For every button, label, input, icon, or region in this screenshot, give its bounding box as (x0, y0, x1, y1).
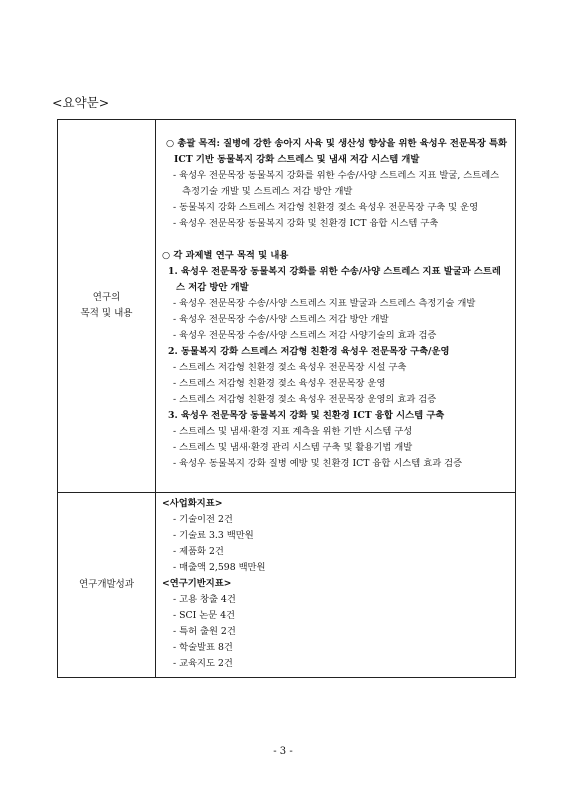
page-number: - 3 - (273, 746, 293, 757)
row-label-purpose (58, 120, 156, 493)
task-title: 1. 육성우 전문목장 동물복지 강화를 위한 수송/사양 스트레스 지표 발굴과 스트레스 저감 방안 개발 (168, 266, 501, 293)
results-content (156, 493, 516, 678)
list-item: - 육성우 전문목장 수송/사양 스트레스 지표 발굴과 스트레스 측정기술 개발 (173, 298, 476, 309)
list-item: - 기술료 3.3 백만원 (173, 530, 254, 541)
list-item: - 특허 출원 2건 (173, 626, 236, 637)
summary-table (57, 119, 516, 678)
section-title: <요약문> (52, 95, 110, 110)
list-item: - 기술이전 2건 (173, 514, 233, 525)
list-item: - 제품화 2건 (173, 546, 224, 557)
list-item: - 육성우 전문목장 수송/사양 스트레스 저감 방안 개발 (173, 314, 389, 325)
list-item: - 고용 창출 4건 (173, 594, 236, 605)
list-item: - 동물복지 강화 스트레스 저감형 친환경 젖소 육성우 전문목장 구축 및 운영 (173, 202, 479, 213)
tasks-heading: ○ 각 과제별 연구 목적 및 내용 (162, 250, 289, 261)
list-item: - 육성우 전문목장 동물복지 강화 및 친환경 ICT 융합 시스템 구축 (173, 218, 439, 229)
list-item: - 학술발표 8건 (173, 642, 233, 653)
purpose-content (156, 120, 516, 493)
list-item: - 매출액 2,598 백만원 (173, 562, 266, 573)
list-item: - 육성우 전문목장 수송/사양 스트레스 저감 사양기술의 효과 검증 (173, 330, 437, 341)
overall-heading: ○ 총괄 목적: 질병에 강한 송아지 사육 및 생산성 향상을 위한 육성우 전문목장 특화 ICT 기반 동물복지 강화 스트레스 및 냄새 저감 시스템 개발 (166, 138, 508, 165)
table-row (58, 493, 516, 678)
list-item: - 교육지도 2건 (173, 658, 233, 669)
list-item: - SCI 논문 4건 (173, 610, 236, 621)
list-item: - 스트레스 저감형 친환경 젖소 육성우 전문목장 시설 구축 (173, 362, 407, 373)
list-item: - 육성우 동물복지 강화 질병 예방 및 친환경 ICT 융합 시스템 효과 검증 (173, 458, 463, 469)
task-title: 3. 육성우 전문목장 동물복지 강화 및 친환경 ICT 융합 시스템 구축 (168, 410, 445, 421)
task-title: 2. 동물복지 강화 스트레스 저감형 친환경 육성우 전문목장 구축/운영 (168, 346, 450, 357)
group-heading: <사업화지표> (162, 498, 223, 509)
table-row (58, 120, 516, 493)
row-label-results: 연구개발성과 (58, 493, 156, 678)
row-label-line: 연구의 (92, 292, 121, 303)
group-heading: <연구기반지표> (162, 578, 232, 589)
list-item: - 스트레스 저감형 친환경 젖소 육성우 전문목장 운영 (173, 378, 386, 389)
list-item: - 육성우 전문목장 동물복지 강화를 위한 수송/사양 스트레스 지표 발굴, 스트레스 측정기술 개발 및 스트레스 저감 방안 개발 (173, 170, 500, 197)
list-item: - 스트레스 및 냄새·환경 지표 계측을 위한 기반 시스템 구성 (173, 426, 413, 437)
list-item: - 스트레스 및 냄새·환경 관리 시스템 구축 및 활용기법 개발 (173, 442, 413, 453)
row-label-line: 목적 및 내용 (80, 308, 133, 319)
list-item: - 스트레스 저감형 친환경 젖소 육성우 전문목장 운영의 효과 검증 (173, 394, 437, 405)
